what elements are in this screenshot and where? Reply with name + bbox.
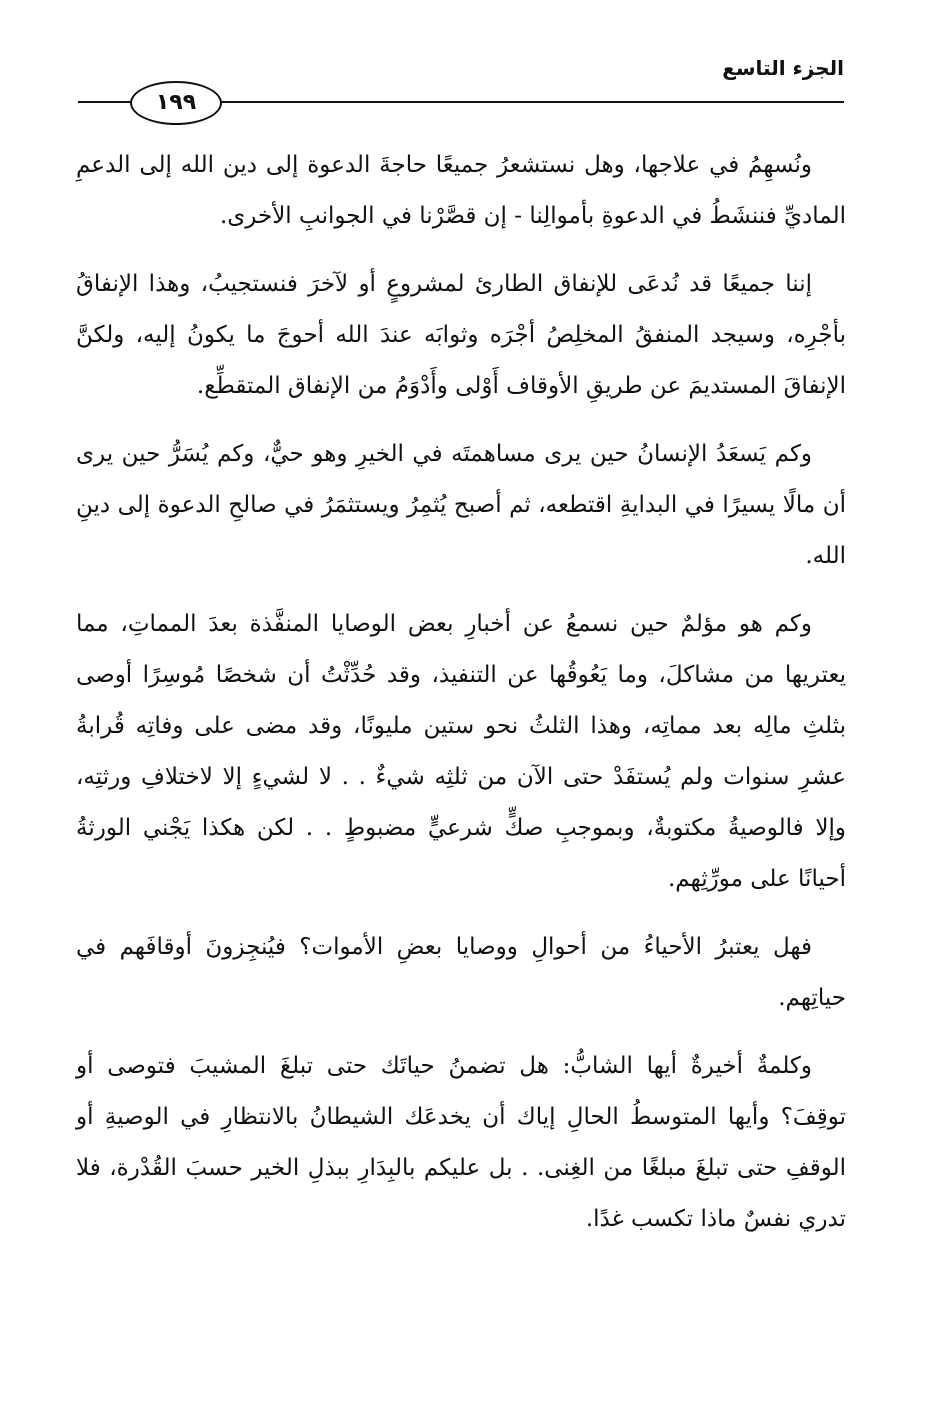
page-number: ١٩٩ (130, 81, 222, 125)
paragraph: فهل يعتبرُ الأحياءُ من أحوالِ ووصايا بعضِ الأموات؟ فيُنجِزونَ أوقافَهم في حياتِهم. (76, 934, 846, 1011)
paragraph: إننا جميعًا قد نُدعَى للإنفاق الطارئ لمشروعٍ أو لآخرَ فنستجيبُ، وهذا الإنفاقُ بأجْرِه، وسيجد المنفقُ المخلِصُ أجْرَه وثوابَه عندَ الله أحوجَ ما يكونُ إليه، ولكنَّ الإنفاقَ المستديمَ عن طريقِ الأوقاف أَوْلى وأَدْوَمُ من الإنفاق المتقطِّع. (76, 271, 846, 399)
running-header: الجزء التاسع (722, 56, 844, 80)
paragraph: وكم يَسعَدُ الإنسانُ حين يرى مساهمتَه في الخيرِ وهو حيٌّ، وكم يُسَرُّ حين يرى أن مالًا يسيرًا في البدايةِ اقتطعه، ثم أصبح يُثمِرُ ويستثمَرُ في صالحِ الدعوة إلى دينِ الله. (76, 441, 846, 569)
paragraph: وكلمةٌ أخيرةٌ أيها الشابُّ: هل تضمنُ حياتَك حتى تبلغَ المشيبَ فتوصى أو توقِفَ؟ وأيها المتوسطُ الحالِ إياك أن يخدعَك الشيطانُ بالانتظارِ في الوصيةِ أو الوقفِ حتى تبلغَ مبلغًا من الغِنى. . بل عليكم بالبِدَارِ ببذلِ الخير حسبَ القُدْرة، فلا تدري نفسٌ ماذا تكسب غدًا. (76, 1053, 846, 1232)
paragraph: وكم هو مؤلمٌ حين نسمعُ عن أخبارِ بعض الوصايا المنفَّذة بعدَ المماتِ، مما يعتريها من مشاكلَ، وما يَعُوقُها عن التنفيذ، وقد حُدِّثْتُ أن شخصًا مُوسِرًا أوصى بثلثِ مالِه بعد مماتِه، وهذا الثلثُ نحو ستين مليونًا، وقد مضى على وفاتِه قُرابةُ عشرِ سنوات ولم يُستفَدْ حتى الآن من ثلثِه شيءٌ . . لا لشيءٍ إلا لاختلافِ ورثتِه، وإلا فالوصيةُ مكتوبةٌ، وبموجبِ صكٍّ شرعيٍّ مضبوطٍ . . لكن هكذا يَجْني الورثةُ أحيانًا على مورِّثِهم. (76, 611, 846, 892)
paragraph: ونُسهِمُ في علاجها، وهل نستشعرُ جميعًا حاجةَ الدعوة إلى دين الله إلى الدعمِ الماديِّ فننشَطُ في الدعوةِ بأموالِنا - إن قصَّرْنا في الجوانبِ الأخرى. (76, 152, 846, 229)
body-text (76, 140, 846, 1262)
